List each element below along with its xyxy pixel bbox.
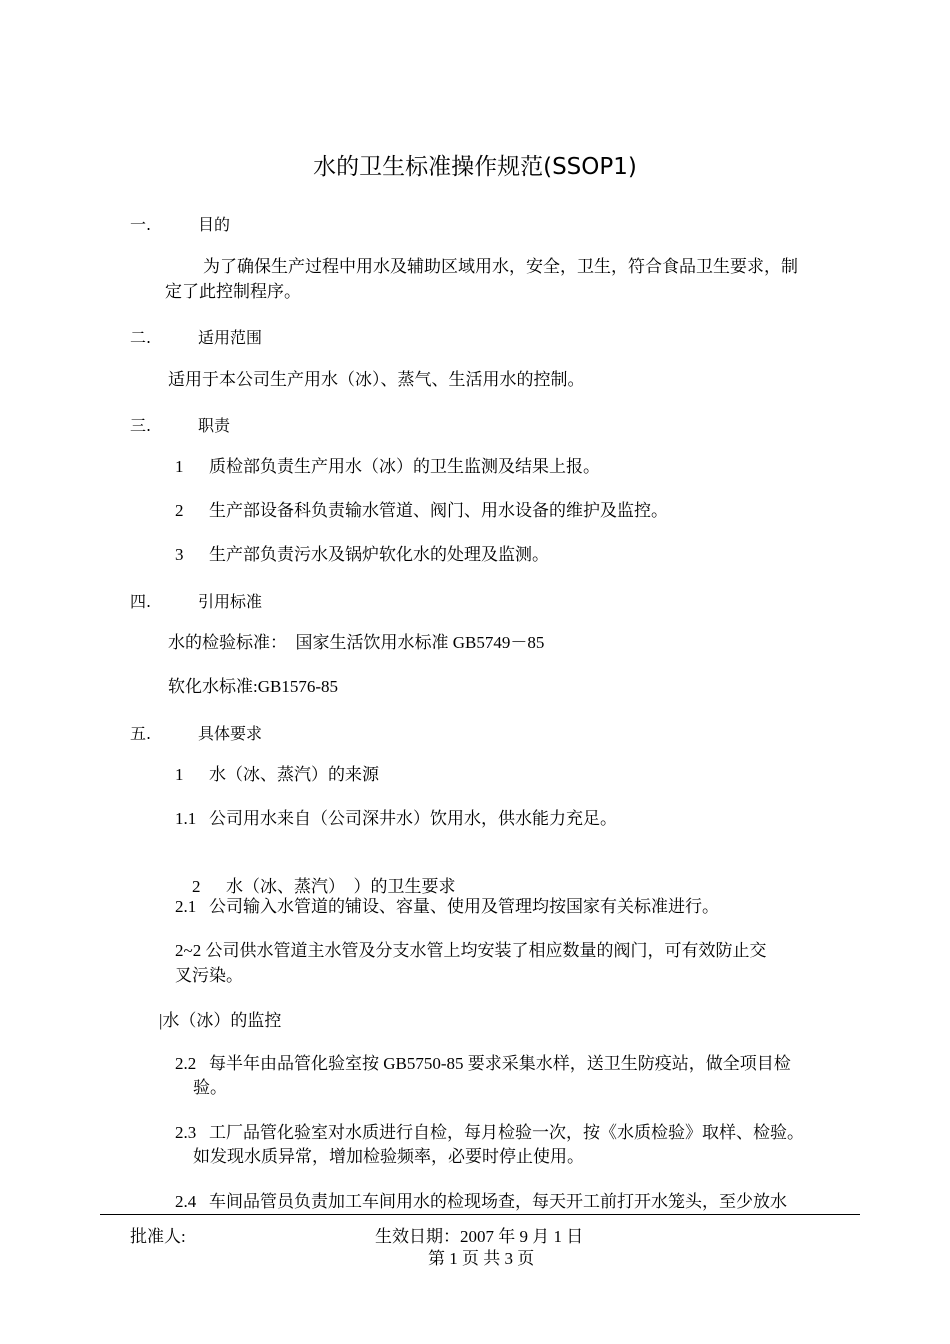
list-item — [175, 895, 719, 919]
list-item — [175, 499, 668, 523]
item-text: 生产部负责污水及锅炉软化水的处理及监测。 — [209, 545, 549, 564]
item-text: 工厂品管化验室对水质进行自检，每月检验一次，按《水质检验》取样、检验。 — [209, 1123, 804, 1142]
section-number: 三. — [130, 416, 152, 435]
footer-page-number: 第 1 页 共 3 页 — [428, 1249, 535, 1268]
list-item — [175, 1190, 855, 1214]
item-text: 每半年由品管化验室按 GB5750-85 要求采集水样，送卫生防疫站，做全项目检 — [209, 1054, 791, 1073]
section-title: 具体要求 — [198, 724, 263, 743]
item-text: 水（冰、蒸汽）的来源 — [209, 765, 379, 784]
page-title: 水的卫生标准操作规范(SSOP1) — [313, 154, 637, 180]
item-number: 2 — [175, 501, 184, 520]
list-item — [175, 807, 617, 831]
footer-divider — [100, 1214, 860, 1215]
section-heading-4 — [130, 589, 262, 612]
section-title: 引用标准 — [198, 592, 263, 611]
paragraph-line: 2~2 公司供水管道主水管及分支水管上均安装了相应数量的阀门，可有效防止交 — [175, 941, 767, 960]
list-item — [175, 763, 379, 787]
paragraph-line: 叉污染。 — [175, 966, 243, 985]
list-item — [175, 543, 549, 567]
section-heading-2 — [130, 325, 262, 348]
section-title: 目的 — [198, 215, 231, 234]
item-text: 公司输入水管道的铺设、容量、使用及管理均按国家有关标准进行。 — [209, 897, 719, 916]
section-heading-1 — [130, 212, 230, 235]
section-number: 一. — [130, 215, 152, 234]
item-text: 生产部设备科负责输水管道、阀门、用水设备的维护及监控。 — [209, 501, 668, 520]
paragraph: 适用于本公司生产用水（冰）、蒸气、生活用水的控制。 — [168, 370, 585, 389]
footer-effective-date: 生效日期：2007 年 9 月 1 日 — [375, 1227, 584, 1246]
item-text-continued: 验。 — [193, 1078, 227, 1097]
paragraph-line: 为了确保生产过程中用水及辅助区域用水，安全，卫生，符合食品卫生要求，制 — [203, 257, 798, 276]
section-title: 职责 — [198, 416, 231, 435]
section-number: 四. — [130, 592, 152, 611]
standard-line: 软化水标准:GB1576-85 — [168, 677, 338, 696]
item-text: 质检部负责生产用水（冰）的卫生监测及结果上报。 — [209, 457, 600, 476]
item-number: 3 — [175, 545, 184, 564]
section-number: 二. — [130, 328, 152, 347]
item-number: 1 — [175, 457, 184, 476]
item-text: 车间品管员负责加工车间用水的检现场查，每天开工前打开水笼头，至少放水 — [209, 1192, 787, 1211]
list-item — [175, 1121, 855, 1169]
item-number: 2.3 — [175, 1123, 197, 1142]
item-number: 2.1 — [175, 897, 197, 916]
paragraph-line: 定了此控制程序。 — [165, 282, 301, 301]
item-number: 1.1 — [175, 809, 197, 828]
section-number: 五. — [130, 724, 152, 743]
item-number: 2.2 — [175, 1054, 197, 1073]
item-text: 公司用水来自（公司深井水）饮用水，供水能力充足。 — [209, 809, 617, 828]
list-item — [175, 455, 600, 479]
item-number: 2.4 — [175, 1192, 197, 1211]
item-text: 水（冰、蒸汽） ）的卫生要求 — [226, 877, 456, 896]
item-text-continued: 如发现水质异常，增加检验频率，必要时停止使用。 — [193, 1147, 584, 1166]
item-number: 1 — [175, 765, 184, 784]
section-title: 适用范围 — [198, 328, 263, 347]
item-number: 2 — [192, 877, 201, 896]
standard-line: 水的检验标准： 国家生活饮用水标准 GB5749－85 — [168, 633, 545, 652]
list-item — [175, 1052, 855, 1100]
section-heading-5 — [130, 721, 262, 744]
footer-approver: 批准人: — [130, 1227, 186, 1246]
section-heading-3 — [130, 413, 230, 436]
sub-heading: |水（冰）的监控 — [159, 1011, 282, 1030]
